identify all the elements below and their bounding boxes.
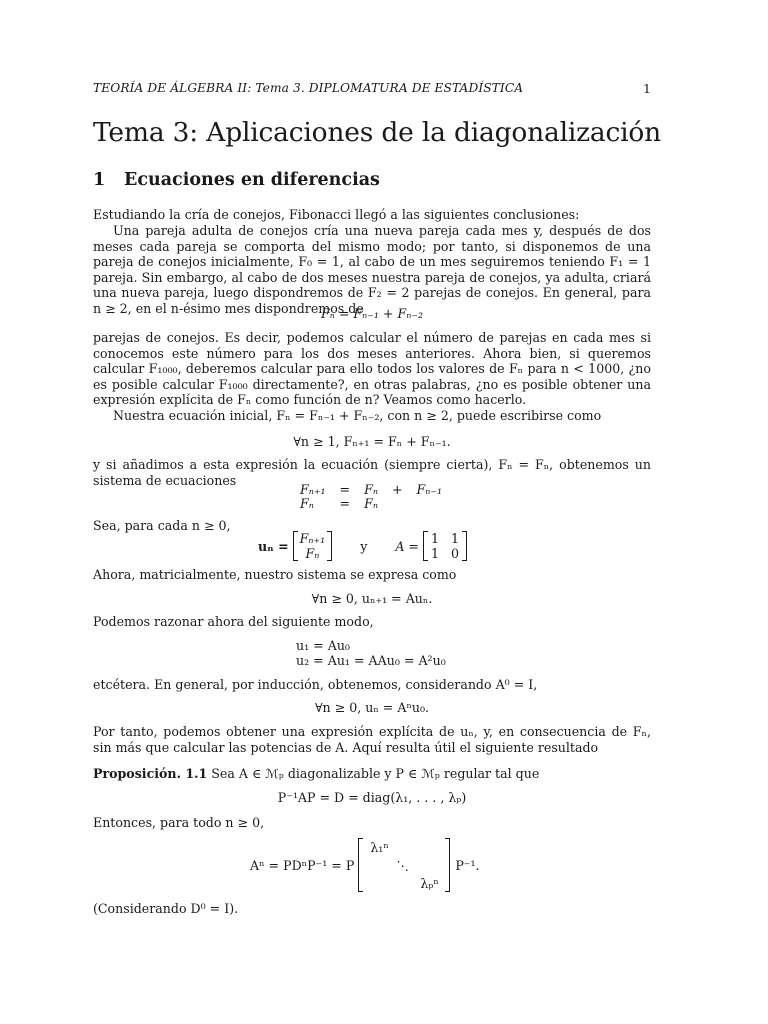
proposition-label: Proposición. 1.1 — [93, 766, 208, 781]
paragraph-for-all-n: Entonces, para todo n ≥ 0, — [93, 815, 265, 830]
section-title: Ecuaciones en diferencias — [124, 170, 380, 190]
equation-iterations: u₁ = Au₀ u₂ = Au₁ = AAu₀ = A²u₀ — [296, 638, 446, 668]
page-title: Tema 3: Aplicaciones de la diagonalización — [93, 117, 662, 148]
paragraph-note: (Considerando D⁰ = I). — [93, 901, 239, 916]
eq7-rhs: P⁻¹. — [455, 857, 480, 873]
system-row: Fₙ₊₁ = Fₙ + Fₙ₋₁ — [300, 482, 443, 497]
paragraph-system: y si añadimos a esta expresión la ecuación (siempre cierta), Fₙ = Fₙ, obtenemos un sistema de ecuaciones — [93, 457, 651, 488]
equation-forall: ∀n ≥ 1, Fₙ₊₁ = Fₙ + Fₙ₋₁. — [293, 434, 451, 449]
paragraph-initial-equation: Nuestra ecuación inicial, Fₙ = Fₙ₋₁ + Fₙ₋₂, con n ≥ 2, puede escribirse como — [113, 408, 602, 423]
paragraph-matrix-form: Ahora, matricialmente, nuestro sistema se expresa como — [93, 567, 457, 582]
eq7-lhs: Aⁿ = PDⁿP⁻¹ = P — [250, 857, 355, 873]
paragraph-fibonacci: Una pareja adulta de conejos cría una nueva pareja cada mes y, después de dos meses cada pareja se comporta del mismo modo; por tanto, si disponemos de una pareja de conejos inicialmente, F₀ = 1, al cabo de un mes seguiremos teniendo F₁ = 1 pareja. Sin embargo, al cabo de dos meses nuestra pareja de conejos, ya adulta, criará una nueva pareja, luego dispondremos de F₂ = 2 parejas de conejos. En general, para n ≥ 2, en el n-ésimo mes dispondremos de — [93, 223, 651, 316]
paragraph-definition: Sea, para cada n ≥ 0, — [93, 518, 231, 533]
page-number: 1 — [643, 81, 651, 96]
equation-diagonalization: P⁻¹AP = D = diag(λ₁, . . . , λₚ) — [277, 790, 467, 805]
equation-power-decomposition — [250, 836, 480, 894]
equation-matrix-recurrence: ∀n ≥ 0, uₙ₊₁ = Auₙ. — [311, 591, 433, 606]
equation-definitions — [258, 529, 467, 563]
matrix-a: 1 1 1 0 — [423, 531, 467, 561]
section-number: 1 — [93, 170, 106, 190]
running-head: TEORÍA DE ÁLGEBRA II: Tema 3. DIPLOMATURA DE ESTADÍSTICA — [93, 81, 524, 95]
equation-system — [293, 483, 449, 511]
u-lhs: uₙ = — [258, 538, 289, 554]
paragraph-induction: etcétera. En general, por inducción, obtenemos, considerando A⁰ = I, — [93, 677, 538, 692]
section-heading — [93, 170, 380, 190]
a-lhs: A = — [395, 538, 419, 554]
proposition — [93, 766, 651, 782]
vector-u: Fₙ₊₁ Fₙ — [293, 531, 333, 561]
paragraph-intro: Estudiando la cría de conejos, Fibonacci llegó a las siguientes conclusiones: — [93, 207, 580, 222]
system-row: Fₙ = Fₙ — [300, 496, 378, 511]
equation-recurrence: Fₙ = Fₙ₋₁ + Fₙ₋₂ — [320, 306, 424, 321]
diagonal-matrix: λ₁ⁿ ⋱ λₚⁿ — [358, 838, 450, 892]
paragraph-reasoning: Podemos razonar ahora del siguiente modo, — [93, 614, 374, 629]
proposition-text: Sea A ∈ ℳₚ diagonalizable y P ∈ ℳₚ regular tal que — [211, 766, 540, 781]
paragraph-explanation: parejas de conejos. Es decir, podemos calcular el número de parejas en cada mes si conocemos este número para los dos meses anteriores. Ahora bien, si queremos calcular F₁₀₀₀, deberemos calcular para ello todos los valores de Fₙ para n < 1000, ¿no es posible calcular F₁₀₀₀ directamente?, en otras palabras, ¿no es posible obtener una expresión explícita de Fₙ como función de n? Veamos como hacerlo. — [93, 330, 651, 408]
paragraph-conclusion: Por tanto, podemos obtener una expresión explícita de uₙ, y, en consecuencia de Fₙ, sin más que calcular las potencias de A. Aquí resulta útil el siguiente resultado — [93, 724, 651, 755]
equation-power: ∀n ≥ 0, uₙ = Aⁿu₀. — [314, 700, 430, 715]
conjunction-y: y — [360, 538, 368, 554]
